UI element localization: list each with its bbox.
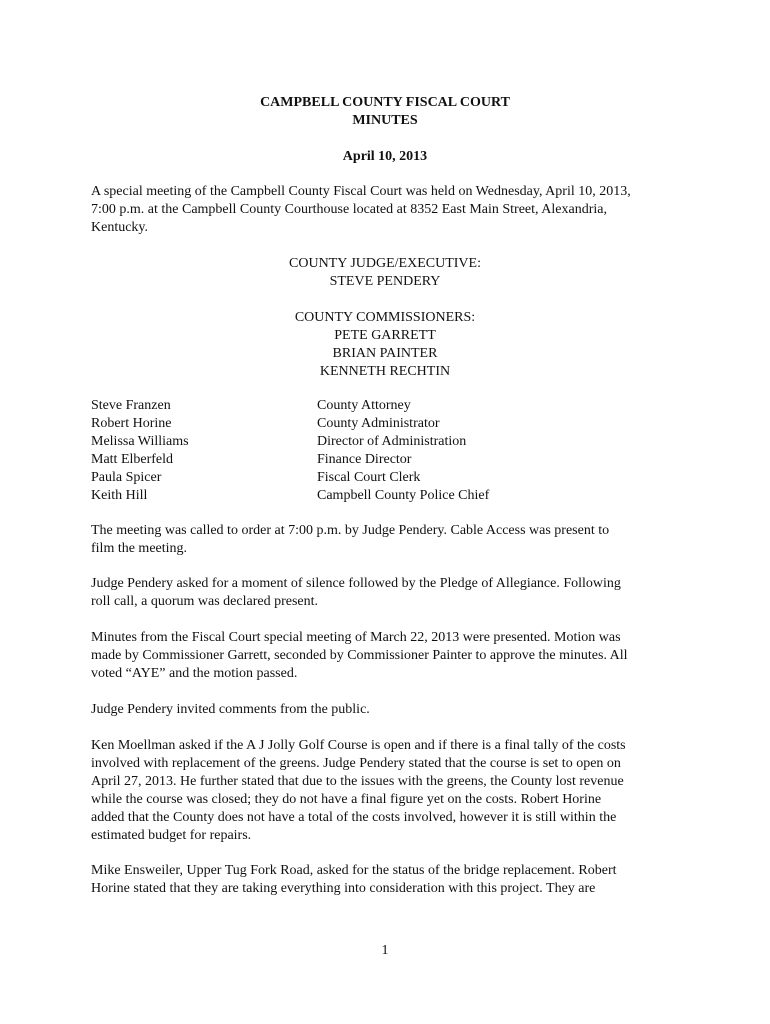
staff-name: Robert Horine — [91, 416, 172, 431]
staff-row — [91, 415, 691, 433]
intro-line: 7:00 p.m. at the Campbell County Courthouse located at 8352 East Main Street, Alexandria, — [91, 202, 607, 217]
document-title: CAMPBELL COUNTY FISCAL COURT — [260, 95, 510, 110]
paragraph-line: added that the County does not have a total of the costs involved, however it is still within the — [91, 810, 617, 825]
staff-title: County Attorney — [317, 398, 411, 413]
paragraph-line: April 27, 2013. He further stated that due to the issues with the greens, the County lost revenue — [91, 774, 624, 789]
paragraph-line: voted “AYE” and the motion passed. — [91, 666, 298, 681]
paragraph-line: Judge Pendery invited comments from the public. — [91, 702, 370, 717]
paragraph-line: film the meeting. — [91, 541, 188, 556]
staff-row — [91, 469, 691, 487]
staff-name: Melissa Williams — [91, 434, 189, 449]
staff-name: Keith Hill — [91, 488, 148, 503]
paragraph-line: The meeting was called to order at 7:00 p.m. by Judge Pendery. Cable Access was present to — [91, 523, 610, 538]
paragraph-line: involved with replacement of the greens. Judge Pendery stated that the course is set to open on — [91, 756, 621, 771]
staff-row — [91, 397, 691, 415]
staff-title: County Administrator — [317, 416, 440, 431]
paragraph-line: Judge Pendery asked for a moment of silence followed by the Pledge of Allegiance. Following — [91, 576, 621, 591]
judge-name: STEVE PENDERY — [329, 274, 441, 289]
staff-row — [91, 487, 691, 505]
commissioner-name: BRIAN PAINTER — [332, 346, 438, 361]
paragraph-line: while the course was closed; they do not have a final figure yet on the costs. Robert Horine — [91, 792, 602, 807]
staff-title: Finance Director — [317, 452, 412, 467]
paragraph-line: Minutes from the Fiscal Court special meeting of March 22, 2013 were presented. Motion was — [91, 630, 621, 645]
paragraph-line: Horine stated that they are taking everything into consideration with this project. They are — [91, 881, 596, 896]
staff-title: Campbell County Police Chief — [317, 488, 490, 503]
judge-heading: COUNTY JUDGE/EXECUTIVE: — [289, 256, 481, 271]
paragraph-pledge — [91, 575, 691, 611]
paragraph-call-to-order — [91, 522, 691, 558]
staff-title: Fiscal Court Clerk — [317, 470, 421, 485]
paragraph-minutes-approval — [91, 629, 691, 683]
paragraph-line: Ken Moellman asked if the A J Jolly Golf Course is open and if there is a final tally of the costs — [91, 738, 626, 753]
intro-line: Kentucky. — [91, 220, 149, 235]
staff-roster — [91, 397, 691, 505]
commissioner-name: PETE GARRETT — [334, 328, 436, 343]
commissioner-name: KENNETH RECHTIN — [319, 364, 451, 379]
intro-line: A special meeting of the Campbell County Fiscal Court was held on Wednesday, April 10, 2013, — [91, 184, 631, 199]
staff-title: Director of Administration — [317, 434, 467, 449]
paragraph-line: roll call, a quorum was declared present. — [91, 594, 319, 609]
paragraph-line: Mike Ensweiler, Upper Tug Fork Road, asked for the status of the bridge replacement. Robert — [91, 863, 617, 878]
document-subtitle: MINUTES — [352, 113, 418, 128]
staff-row — [91, 451, 691, 469]
meeting-date: April 10, 2013 — [342, 149, 428, 164]
paragraph-line: made by Commissioner Garrett, seconded by Commissioner Painter to approve the minutes. All — [91, 648, 628, 663]
commissioners-heading: COUNTY COMMISSIONERS: — [294, 310, 476, 325]
intro-paragraph — [91, 183, 691, 237]
staff-name: Matt Elberfeld — [91, 452, 174, 467]
paragraph-bridge — [91, 862, 691, 898]
paragraph-golf-course — [91, 737, 691, 845]
page-number: 1 — [381, 943, 389, 958]
staff-name: Paula Spicer — [91, 470, 162, 485]
paragraph-public-comments — [91, 701, 691, 719]
paragraph-line: estimated budget for repairs. — [91, 828, 252, 843]
staff-name: Steve Franzen — [91, 398, 171, 413]
staff-row — [91, 433, 691, 451]
